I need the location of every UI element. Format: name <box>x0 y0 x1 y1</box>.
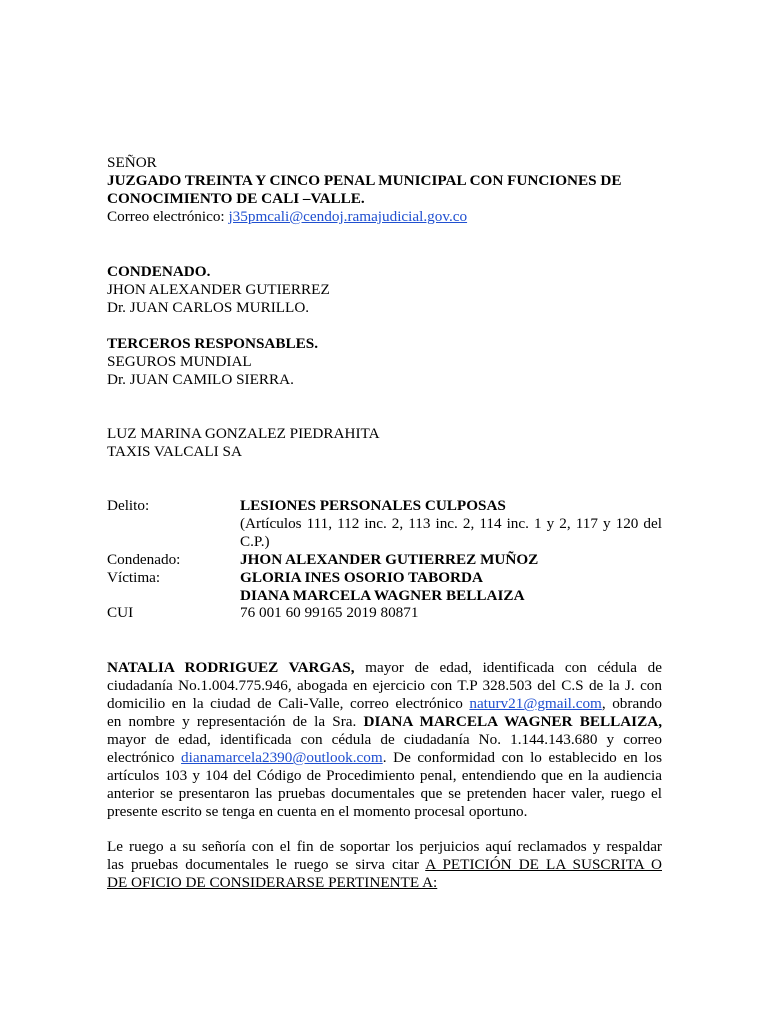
p2-line-2 <box>107 856 662 874</box>
court-email-line <box>107 208 662 226</box>
delito-detail-line-1: (Artículos 111, 112 inc. 2, 113 inc. 2, 114 inc. 1 y 2, 117 y 120 del <box>240 515 662 532</box>
court-name-line-1: JUZGADO TREINTA Y CINCO PENAL MUNICIPAL CON FUNCIONES DE <box>107 172 622 189</box>
court-name-line-2: CONOCIMIENTO DE CALI –VALLE. <box>107 190 365 207</box>
victima-row <box>107 569 662 587</box>
terceros-section <box>107 335 662 389</box>
p1-text-6a: electrónico <box>107 749 182 766</box>
cui-label: CUI <box>107 604 134 621</box>
email-label: Correo electrónico: <box>107 208 229 225</box>
p2-text-2a: las pruebas documentales le ruego se sirva citar <box>107 856 426 873</box>
condenado-label: Condenado: <box>107 551 181 568</box>
delito-row <box>107 497 662 515</box>
attorney-name: NATALIA RODRIGUEZ VARGAS, <box>107 659 355 676</box>
victima-label: Víctima: <box>107 569 161 586</box>
p1-line-8: anterior se presentaron las pruebas documentales que se pretenden hacer valer, ruego el <box>107 785 662 802</box>
p1-text-3b: , obrando <box>601 695 662 712</box>
p2-line-1: Le ruego a su señoría con el fin de soportar los perjuicios aquí reclamados y respaldar <box>107 838 662 855</box>
condenado-attorney: Dr. JUAN CARLOS MURILLO. <box>107 299 310 316</box>
victima-row-2 <box>107 587 662 605</box>
p1-line-3 <box>107 695 662 713</box>
condenado-name: JHON ALEXANDER GUTIERREZ <box>107 281 330 298</box>
condenado-value: JHON ALEXANDER GUTIERREZ MUÑOZ <box>240 551 539 568</box>
p2-underlined-request-1: A PETICIÓN DE LA SUSCRITA O <box>425 856 662 873</box>
p1-text-3a: domicilio en la ciudad de Cali-Valle, correo electrónico <box>107 695 470 712</box>
attorney-email-link[interactable]: naturv21@gmail.com <box>469 695 602 712</box>
condenado-row <box>107 551 662 569</box>
p1-text-1: mayor de edad, identificada con cédula de <box>354 659 662 676</box>
salutation: SEÑOR <box>107 154 157 171</box>
condenado-section <box>107 263 662 317</box>
other-party-1: LUZ MARINA GONZALEZ PIEDRAHITA <box>107 425 380 442</box>
p1-text-4a: en nombre y representación de la Sra. <box>107 713 364 730</box>
p1-line-9: presente escrito se tenga en cuenta en el momento procesal oportuno. <box>107 803 528 820</box>
p1-line-2: ciudadanía No.1.004.775.946, abogada en ejercicio con T.P 328.503 del C.S de la J. con <box>107 677 662 694</box>
court-email-link[interactable]: j35pmcali@cendoj.ramajudicial.gov.co <box>228 208 468 225</box>
p1-line-7: artículos 103 y 104 del Código de Procedimiento penal, entendiendo que en la audiencia <box>107 767 662 784</box>
p1-line-4 <box>107 713 662 731</box>
p2-underlined-request-2: DE OFICIO DE CONSIDERARSE PERTINENTE A: <box>107 874 438 891</box>
p1-line-5: mayor de edad, identificada con cédula de ciudadanía No. 1.144.143.680 y correo <box>107 731 662 748</box>
victima-value-1: GLORIA INES OSORIO TABORDA <box>240 569 483 586</box>
delito-value: LESIONES PERSONALES CULPOSAS <box>240 497 506 514</box>
body-paragraph-1 <box>107 659 662 821</box>
terceros-heading: TERCEROS RESPONSABLES. <box>107 335 319 352</box>
victim-email-link[interactable]: dianamarcela2390@outlook.com <box>181 749 383 766</box>
cui-value: 76 001 60 99165 2019 80871 <box>240 604 419 621</box>
body-paragraph-2 <box>107 838 662 892</box>
delito-label: Delito: <box>107 497 150 514</box>
other-parties <box>107 425 662 461</box>
delito-detail-line-2: C.P.) <box>240 533 270 550</box>
addressee-block <box>107 154 662 226</box>
condenado-heading: CONDENADO. <box>107 263 211 280</box>
p1-line-6 <box>107 749 662 767</box>
victim-name: DIANA MARCELA WAGNER BELLAIZA, <box>363 713 662 730</box>
cui-row <box>107 604 662 622</box>
other-party-2: TAXIS VALCALI SA <box>107 443 242 460</box>
victima-value-2: DIANA MARCELA WAGNER BELLAIZA <box>240 587 525 604</box>
p1-text-6b: . De conformidad con lo establecido en los <box>382 749 662 766</box>
tercero-attorney: Dr. JUAN CAMILO SIERRA. <box>107 371 294 388</box>
tercero-insurer: SEGUROS MUNDIAL <box>107 353 252 370</box>
p1-line-1 <box>107 659 662 677</box>
